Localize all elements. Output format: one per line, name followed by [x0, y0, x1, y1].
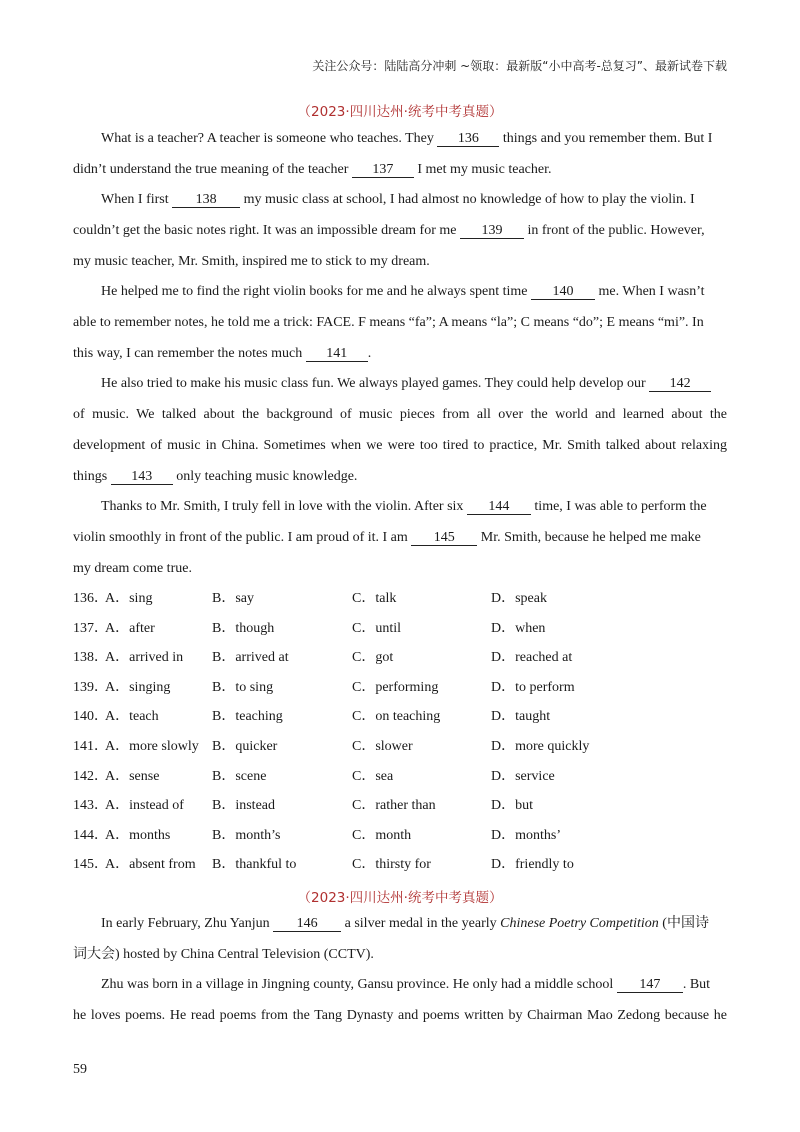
blank-136: 136: [437, 131, 499, 147]
blank-143: 143: [111, 469, 173, 485]
option-b: B．thankful to: [212, 857, 297, 873]
option-a: A．sing: [105, 591, 153, 606]
paragraph-5-line-1: Thanks to Mr. Smith, I truly fell in love with the violin. After six 144 time, I was able to perform the: [101, 499, 707, 514]
option-number: 145．: [73, 857, 108, 873]
option-d: D．taught: [491, 709, 551, 725]
option-c: C．performing: [352, 679, 439, 695]
paragraph-4-line-1: He also tried to make his music class fun. We always played games. They could help develop our 142: [101, 375, 711, 393]
option-a: A．teach: [105, 709, 159, 725]
blank-146: 146: [273, 916, 341, 932]
option-a: A．more slowly: [105, 739, 199, 754]
blank-139: 139: [460, 223, 524, 239]
option-number: 144．: [73, 827, 108, 843]
option-d: D．to perform: [491, 679, 575, 695]
option-a: A．singing: [105, 679, 171, 695]
option-b: B．quicker: [212, 739, 278, 754]
paragraph-1-line-1: What is a teacher? A teacher is someone who teaches. They 136 things and you remember them. But I: [101, 131, 713, 146]
option-d: D．more quickly: [491, 739, 590, 754]
option-b: B．say: [212, 591, 254, 606]
paragraph-3-line-3: this way, I can remember the notes much 141 .: [73, 346, 372, 361]
option-number: 136．: [73, 591, 108, 606]
option-a: A．sense: [105, 768, 160, 784]
blank-137: 137: [352, 162, 414, 178]
option-a: A．arrived in: [105, 650, 184, 666]
option-a: A．absent from: [105, 857, 196, 873]
option-a: A．instead of: [105, 798, 184, 814]
option-c: C．until: [352, 620, 402, 636]
blank-142: 142: [649, 376, 711, 392]
option-b: B．to sing: [212, 679, 274, 695]
option-number: 140．: [73, 709, 108, 725]
paragraph-5-line-2: violin smoothly in front of the public. I am proud of it. I am 145 Mr. Smith, because he helped me make: [73, 530, 701, 545]
option-b: B．instead: [212, 798, 275, 814]
option-d: D．reached at: [491, 650, 573, 666]
paragraph-3-line-2: able to remember notes, he told me a trick: FACE. F means “fa”; A means “la”; C means “do”; E means “mi”. In: [73, 315, 704, 330]
option-b: B．arrived at: [212, 650, 289, 666]
source-label-1: （2023·四川达州·统考中考真题）: [297, 104, 503, 120]
option-c: C．sea: [352, 768, 394, 784]
option-number: 141．: [73, 739, 108, 754]
option-d: D．service: [491, 768, 555, 784]
option-c: C．rather than: [352, 798, 436, 814]
source-label-2: （2023·四川达州·统考中考真题）: [297, 890, 503, 906]
blank-141: 141: [306, 346, 368, 362]
option-a: A．months: [105, 827, 171, 843]
option-number: 143．: [73, 798, 108, 814]
option-number: 139．: [73, 679, 108, 695]
page-number: 59: [73, 1062, 87, 1077]
option-c: C．on teaching: [352, 709, 441, 725]
paragraph-3-line-1: He helped me to find the right violin books for me and he always spent time 140 me. When I wasn’t: [101, 284, 705, 299]
option-d: D．when: [491, 620, 546, 636]
passage-2-line-1: In early February, Zhu Yanjun 146 a silver medal in the yearly Chinese Poetry Competition (中国诗: [101, 916, 709, 931]
blank-140: 140: [531, 284, 595, 300]
paragraph-4-line-3: development of music in China. Sometimes when we were too tired to practice, Mr. Smith talked about relaxing: [73, 438, 727, 453]
passage-2-line-2: 词大会) hosted by China Central Television (CCTV).: [73, 947, 374, 962]
paragraph-2-line-3: my music teacher, Mr. Smith, inspired me to stick to my dream.: [73, 254, 430, 269]
paragraph-2-line-1: When I first 138 my music class at school, I had almost no knowledge of how to play the violin. I: [101, 192, 695, 207]
blank-144: 144: [467, 499, 531, 515]
option-c: C．slower: [352, 739, 413, 754]
paragraph-2-line-2: couldn’t get the basic notes right. It was an impossible dream for me 139 in front of the public. However,: [73, 223, 705, 238]
option-c: C．talk: [352, 591, 397, 606]
blank-145: 145: [411, 530, 477, 546]
paragraph-4-line-4: things 143 only teaching music knowledge.: [73, 469, 358, 484]
competition-title: Chinese Poetry Competition: [500, 916, 659, 931]
option-d: D．months’: [491, 827, 561, 843]
option-b: B．though: [212, 620, 275, 636]
paragraph-5-line-3: my dream come true.: [73, 561, 192, 576]
page-header: 关注公众号：陆陆高分冲刺 ~领取：最新版“小中高考-总复习”、最新试卷下载: [312, 59, 727, 73]
blank-138: 138: [172, 192, 240, 208]
option-d: D．but: [491, 798, 533, 814]
option-number: 138．: [73, 650, 108, 666]
option-c: C．thirsty for: [352, 857, 431, 873]
paragraph-4-line-2: of music. We talked about the background of music pieces from all over the world and learned about the: [73, 407, 727, 422]
option-c: C．month: [352, 827, 412, 843]
option-number: 142．: [73, 768, 108, 784]
option-b: B．scene: [212, 768, 267, 784]
option-d: D．friendly to: [491, 857, 574, 873]
option-a: A．after: [105, 620, 155, 636]
option-d: D．speak: [491, 591, 547, 606]
option-b: B．teaching: [212, 709, 283, 725]
option-b: B．month’s: [212, 827, 281, 843]
passage-2-line-3: Zhu was born in a village in Jingning county, Gansu province. He only had a middle school 147 . But: [101, 977, 711, 992]
option-c: C．got: [352, 650, 394, 666]
option-number: 137．: [73, 620, 108, 636]
blank-147: 147: [617, 977, 683, 993]
passage-2-line-4: he loves poems. He read poems from the Tang Dynasty and poems written by Chairman Mao Zedong because he: [73, 1008, 727, 1023]
paragraph-1-line-2: didn’t understand the true meaning of the teacher 137 I met my music teacher.: [73, 162, 552, 177]
